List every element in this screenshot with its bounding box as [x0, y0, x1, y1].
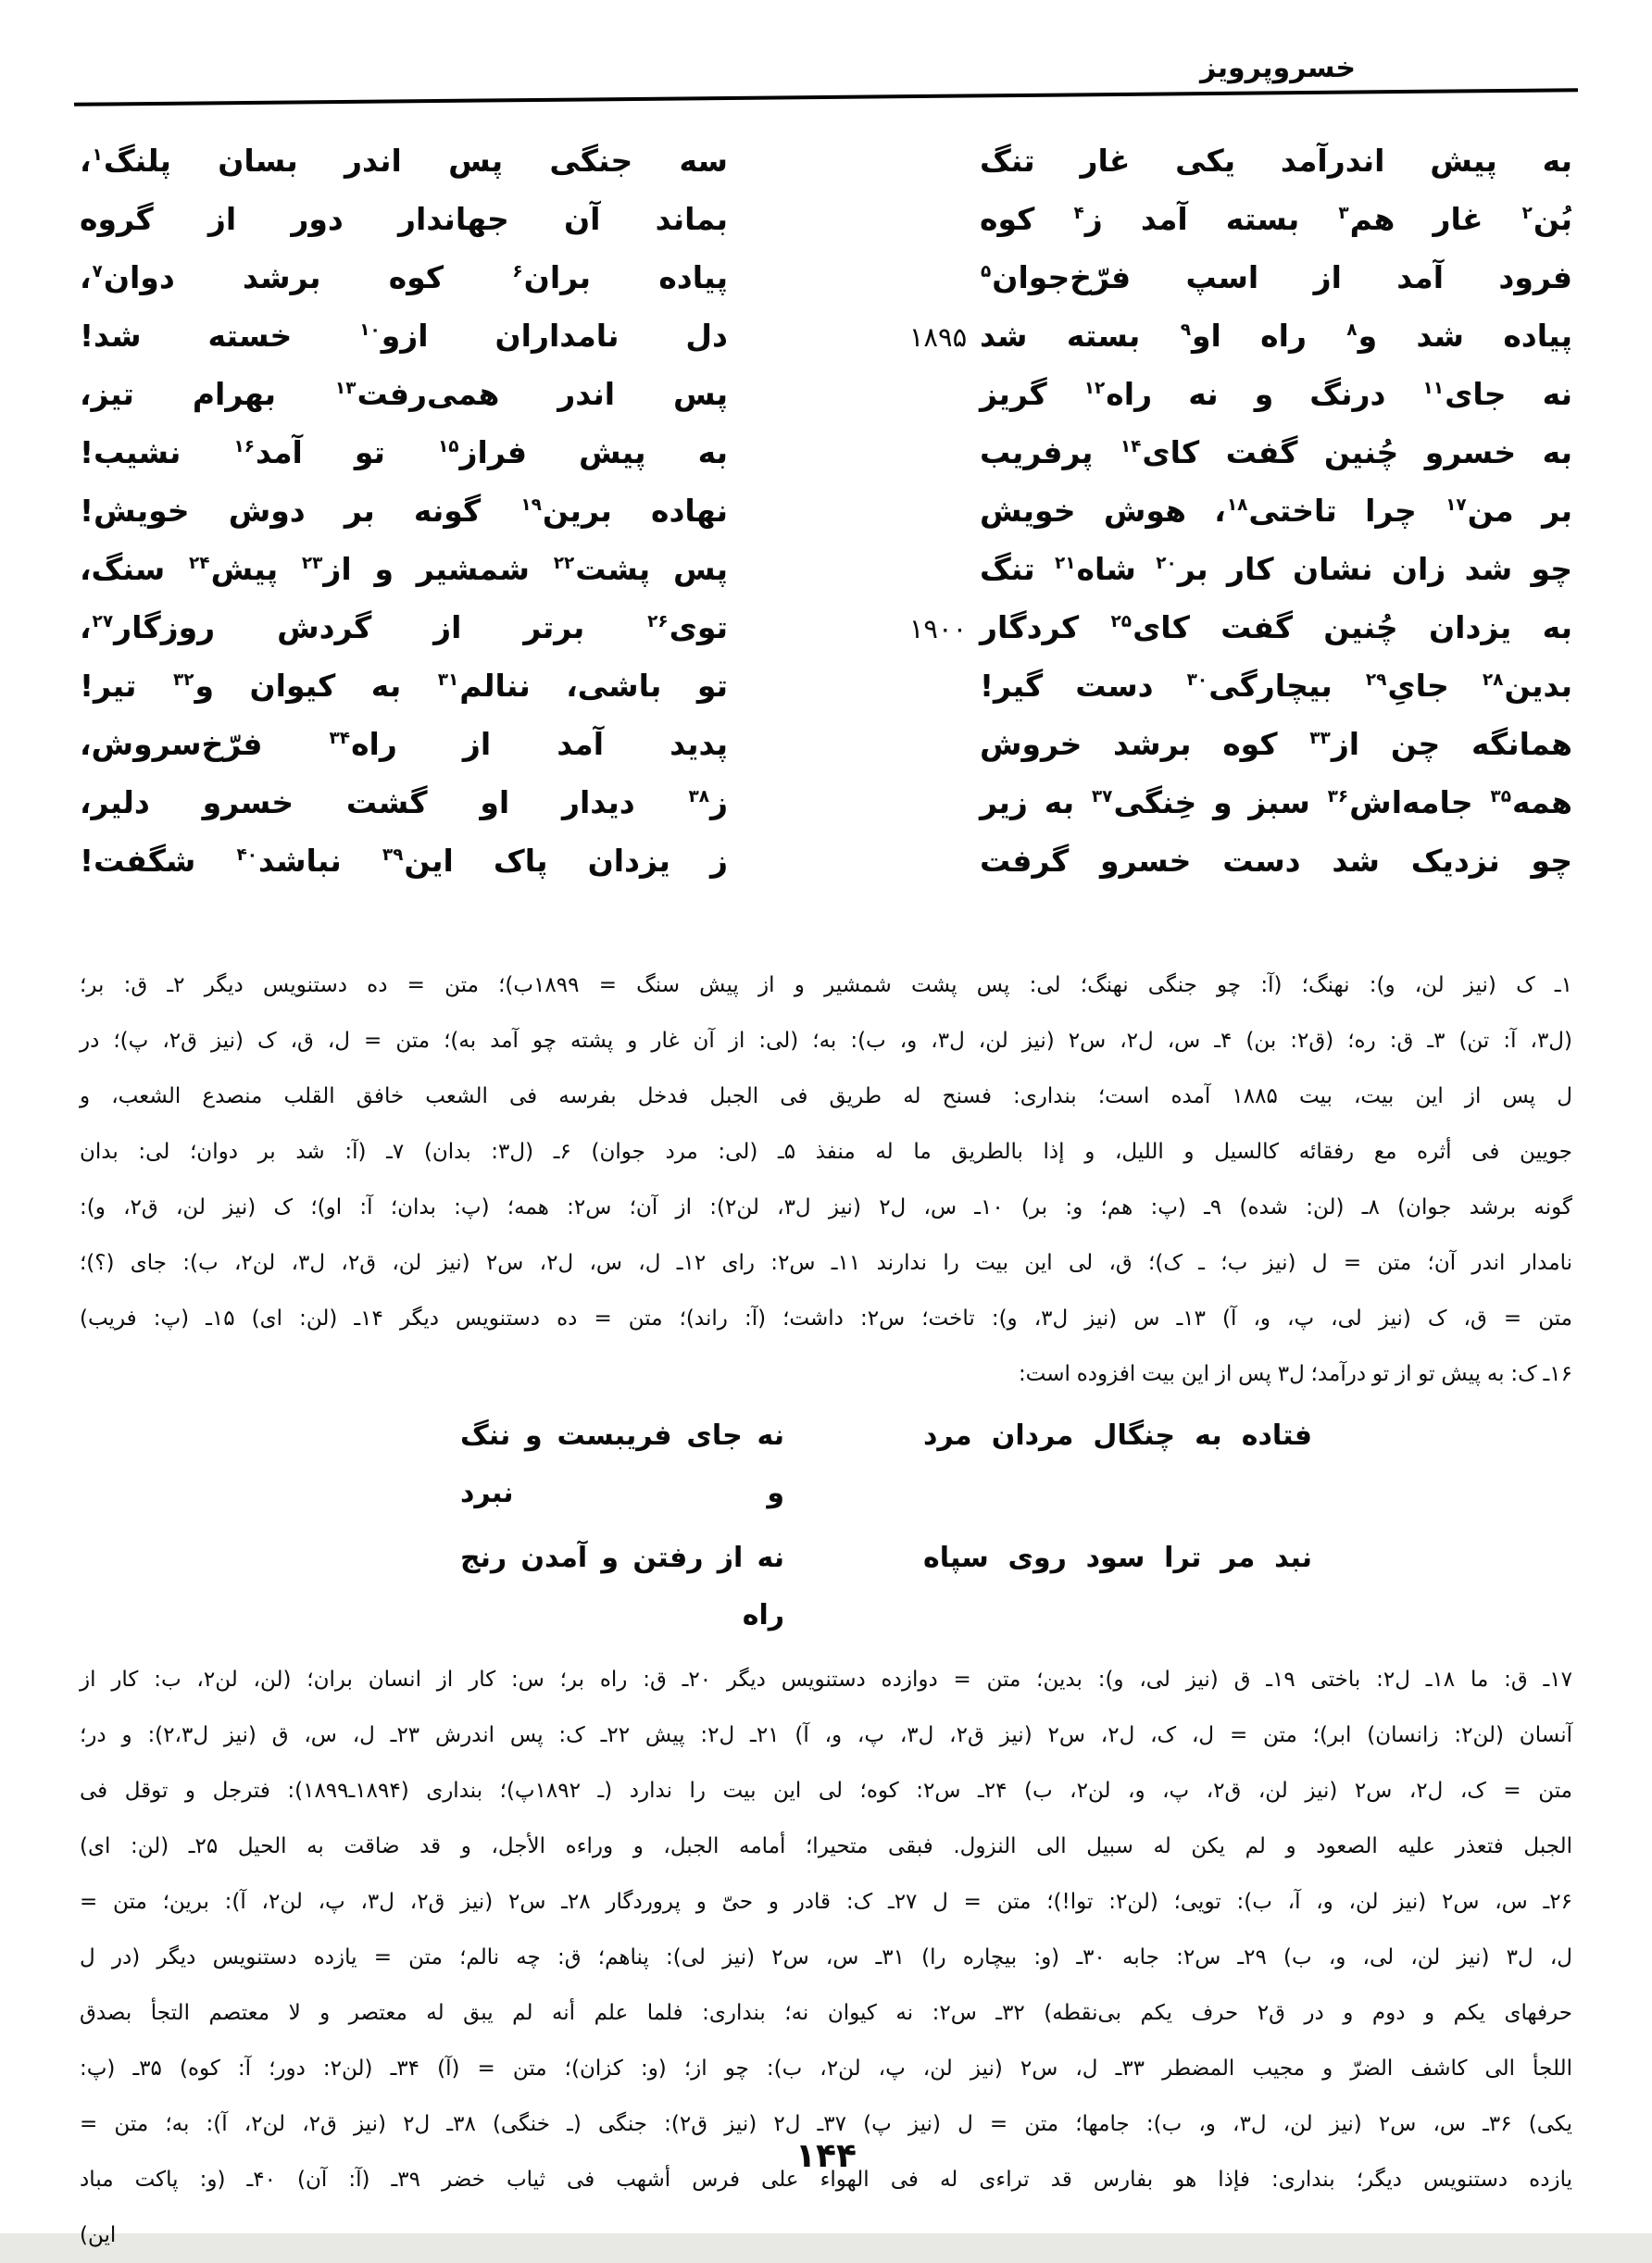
inserted-verse-row — [80, 1407, 1572, 1522]
inserted-hemistich-right: نبد مر ترا سود روی سپاه — [923, 1542, 1312, 1574]
inserted-hemistich-right: فتاده به چنگال مردان مرد — [923, 1419, 1312, 1452]
header-rule — [74, 88, 1578, 106]
hemistich-left: پس پشت$^{۲۲}$ شمشیر و از$^{۲۳}$ پیش$^{۲۴}$ سنگ، — [80, 551, 729, 587]
verse-row — [80, 365, 1572, 423]
hemistich-right: به پیش اندرآمد یکی غار تنگ — [980, 143, 1572, 179]
footnote-line: الجبل فتعذر علیه الصعود و لم یکن له سبیل الی النزول. فبقی متحیرا؛ أمامه الجبل، و وراءه الأجل، و قد ضاقت به الحیل ۲۵ـ (لن: ای) — [80, 1834, 1573, 1858]
footnote-line: متن = ک، ل۲، س۲ (نیز لن، ق۲، پ، و، لن۲، ب) ۲۴ـ س۲: کوه؛ لی این بیت را ندارد (ـ ۱۸۹۲پ)؛ بنداری (۱۸۹۴ـ۱۸۹۹): فترجل و توقل فی — [80, 1779, 1573, 1803]
hemistich-left: تو باشی، ننالم$^{۳۱}$ به کیوان و$^{۳۲}$ تیر! — [80, 668, 728, 704]
hemistich-left: دل نامداران ازو$^{۱۰}$ خسته شد! — [80, 318, 728, 354]
hemistich-left: توی$^{۲۶}$ برتر از گردش روزگار$^{۲۷}$، — [80, 609, 728, 645]
hemistich-right: همه$^{۳۵}$ جامه‌اش$^{۳۶}$ سبز و خِنگی$^{۳۷}$ به زیر — [980, 784, 1572, 820]
footnote-line: ۲۶ـ س، س۲ (نیز لن، و، آ، ب): تویی؛ (لن۲: توا!)؛ متن = ل ۲۷ـ ک: قادر و حیّ و پروردگار ۲۸ـ س۲ (نیز ق۲، ل۳، پ، لن۲، آ): برین؛ متن = — [80, 1890, 1572, 1914]
hemistich-right: پیاده شد و$^۸$ راه او$^۹$ بسته شد — [980, 318, 1572, 354]
apparatus-block — [80, 957, 1572, 2263]
hemistich-left: پدید آمد از راه$^{۳۴}$ فرّخ‌سروش، — [80, 726, 728, 762]
footnote-line: ۱ـ ک (نیز لن، و): نهنگ؛ (آ: چو جنگی نهنگ؛ لی: پس پشت شمشیر و از پیش سنگ = ۱۸۹۹ب)؛ متن = ده دستنویس دیگر ۲ـ ق: بر؛ — [80, 973, 1573, 997]
hemistich-right: همانگه چن از$^{۳۳}$ کوه برشد خروش — [980, 726, 1572, 762]
footnote-line: گونه برشد جوان) ۸ـ (لن: شده) ۹ـ (پ: هم؛ و: بر) ۱۰ـ س، ل۲ (نیز ل۳، لن۲): از آن؛ س۲: همه؛ (پ: بدان؛ آ: او)؛ ک (نیز لن، ق۲، و): — [80, 1195, 1572, 1219]
hemistich-left: پس اندر همی‌رفت$^{۱۳}$ بهرام تیز، — [80, 376, 728, 412]
hemistich-left: ز یزدان پاک این$^{۳۹}$ نباشد$^{۴۰}$ شگفت! — [80, 843, 728, 879]
footnote-line: ۱۶ـ ک: به پیش تو از تو درآمد؛ ل۳ پس از این بیت افزوده است: — [1018, 1362, 1572, 1386]
inserted-hemistich-left: نه از رفتن و آمدن رنج راه — [460, 1542, 784, 1632]
hemistich-left: به پیش فراز$^{۱۵}$ تو آمد$^{۱۶}$ نشیب! — [80, 434, 728, 470]
footnote-line: متن = ق، ک (نیز لی، پ، و، آ) ۱۳ـ س (نیز ل۳، و): تاخت؛ س۲: داشت؛ (آ: راند)؛ متن = ده دستنویس دیگر ۱۴ـ (لن: ای) ۱۵ـ (پ: فریب) — [80, 1307, 1572, 1331]
footnote-line: آنسان (لن۲: زانسان) ابر)؛ متن = ل، ک، ل۲، س۲ (نیز ق۲، ل۳، پ، و، آ) ۲۱ـ ل۲: پیش ۲۲ـ ک: پس اندرش ۲۳ـ ل، س، ق (نیز ل۲،۳): و در؛ — [80, 1723, 1573, 1747]
footnote-line: ل پس از این بیت، بیت ۱۸۸۵ آمده است؛ بنداری: فسنح له طریق فی الجبل فدخل بفرسه فی الشعب خافق القلب منصدع الشعب، و — [80, 1084, 1572, 1108]
verse-number: ۱۸۹۵ — [908, 321, 968, 353]
hemistich-right: بدین$^{۲۸}$ جایِ$^{۲۹}$ بیچارگی$^{۳۰}$ دست گیر! — [980, 668, 1572, 704]
verse-row — [80, 540, 1572, 598]
footnote-line: (ل۳، آ: تن) ۳ـ ق: ره؛ (ق۲: بن) ۴ـ س، ل۲، س۲ (نیز لن، ل۳، و، ب): به؛ (لی: از آن غار و پشته چو آمد به)؛ متن = ل، ق، ک (نیز ق۲، پ)؛ در — [80, 1029, 1572, 1053]
verse-row — [80, 481, 1572, 540]
verse-row — [80, 190, 1572, 248]
hemistich-right: نه جای$^{۱۱}$ درنگ و نه راه$^{۱۲}$ گریز — [980, 376, 1573, 412]
hemistich-left: بماند آن جهاندار دور از گروه — [80, 201, 728, 237]
verse-row — [80, 248, 1572, 306]
footnote-line: ۱۷ـ ق: ما ۱۸ـ ل۲: باختی ۱۹ـ ق (نیز لی، و): بدین؛ متن = دوازده دستنویس دیگر ۲۰ـ ق: راه بر؛ س: کار از انسان بران؛ (لن، لن۲، ب: کار از — [80, 1668, 1572, 1692]
verse-row — [80, 831, 1572, 890]
footnote-line: یازده دستنویس دیگر؛ بنداری: فإذا هو بفارس قد تراءی له فی الهواء علی فرس أشهب فی ثیاب خضر ۳۹ـ (آ: آن) ۴۰ـ (و: پاکت مباد — [80, 2168, 1572, 2192]
hemistich-left: سه جنگی پس اندر بسان پلنگ$^۱$، — [80, 143, 728, 179]
hemistich-right: چو نزدیک شد دست خسرو گرفت — [980, 843, 1572, 879]
footnote-line: نامدار اندر آن؛ متن = ل (نیز ب؛ ـ ک)؛ ق، لی این بیت را ندارند ۱۱ـ س۲: رای ۱۲ـ ل، س، ل۲، س۲ (نیز لن، ق۲، ل۳، لن۲، ب): جای (؟)؛ — [80, 1251, 1572, 1275]
hemistich-right: بُن$^۲$ غار هم$^۳$ بسته آمد ز$^۴$ کوه — [980, 201, 1572, 237]
footnote-line: حرفهای یکم و دوم و در ق۲ حرف یکم بی‌نقطه) ۳۲ـ س۲: نه کیوان نه؛ بنداری: فلما علم أنه لم یبق له معتصر و لا معتصم التجأ بصدق — [80, 2001, 1572, 2025]
hemistich-right: بر من$^{۱۷}$ چرا تاختی$^{۱۸}$، هوش خویش — [980, 493, 1572, 529]
hemistich-left: نهاده برین$^{۱۹}$ گونه بر دوش خویش! — [80, 493, 728, 529]
hemistich-right: به خسرو چُنین گفت کای$^{۱۴}$ پرفریب — [980, 434, 1572, 470]
verse-row — [80, 423, 1572, 481]
page-number: ۱۴۴ — [795, 2137, 857, 2175]
hemistich-left: پیاده بران$^۶$ کوه برشد دوان$^۷$، — [80, 259, 728, 295]
hemistich-left: ز$^{۳۸}$ دیدار او گشت خسرو دلیر، — [80, 784, 728, 820]
poem-block — [80, 131, 1572, 890]
hemistich-right: فرود آمد از اسپ فرّخ‌جوان$^۵$ — [981, 259, 1572, 295]
verse-number: ۱۹۰۰ — [908, 613, 968, 644]
verse-row — [80, 306, 1572, 365]
footnote-tail: این) — [80, 2223, 117, 2247]
verse-row — [80, 773, 1572, 831]
inserted-verse-row — [80, 1530, 1572, 1644]
verse-row — [80, 656, 1572, 715]
footnote-line: جویین فی أثره مع رفقائه کالسیل و اللیل، و إذا بالطریق ما له منفذ ۵ـ (لی: مرد جوان) ۶ـ (ل۳: بدان) ۷ـ (آ: شد بر دوان؛ لی: بدان — [80, 1140, 1573, 1164]
footnote-line: یکی) ۳۶ـ س، س۲ (نیز لن، ل۳، و، ب): جامها؛ متن = ل (نیز پ) ۳۷ـ ل۲ (نیز ق۲): جنگی (ـ خنگی) ۳۸ـ ل۲ (نیز ق۲، لن۲، آ): به؛ متن = — [80, 2112, 1572, 2136]
page-title: خسروپرویز — [1200, 52, 1356, 84]
hemistich-right: به یزدان چُنین گفت کای$^{۲۵}$ کردگار — [980, 609, 1572, 645]
hemistich-right: چو شد زان نشان کار بر$^{۲۰}$ شاه$^{۲۱}$ تنگ — [980, 551, 1572, 587]
verse-row — [80, 715, 1572, 773]
inserted-hemistich-left: نه جای فریبست و ننگ و نبرد — [460, 1419, 784, 1509]
footnote-line: اللجأ الی کاشف الضرّ و مجیب المضطر ۳۳ـ ل، س۲ (نیز لن، پ، لن۲، ب): چو از؛ (و: کزان)؛ متن = (آ) ۳۴ـ (لن۲: دور؛ آ: کوه) ۳۵ـ (پ: — [80, 2057, 1572, 2081]
footnote-line: ل، ل۳ (نیز لن، لی، و، ب) ۲۹ـ س۲: جابه ۳۰ـ (و: بیچاره را) ۳۱ـ س، س۲ (نیز لی): پناهم؛ ق: چه نالم؛ متن = یازده دستنویس دیگر (در ل — [80, 1945, 1572, 1969]
verse-row — [80, 598, 1572, 656]
verse-row — [80, 131, 1572, 190]
